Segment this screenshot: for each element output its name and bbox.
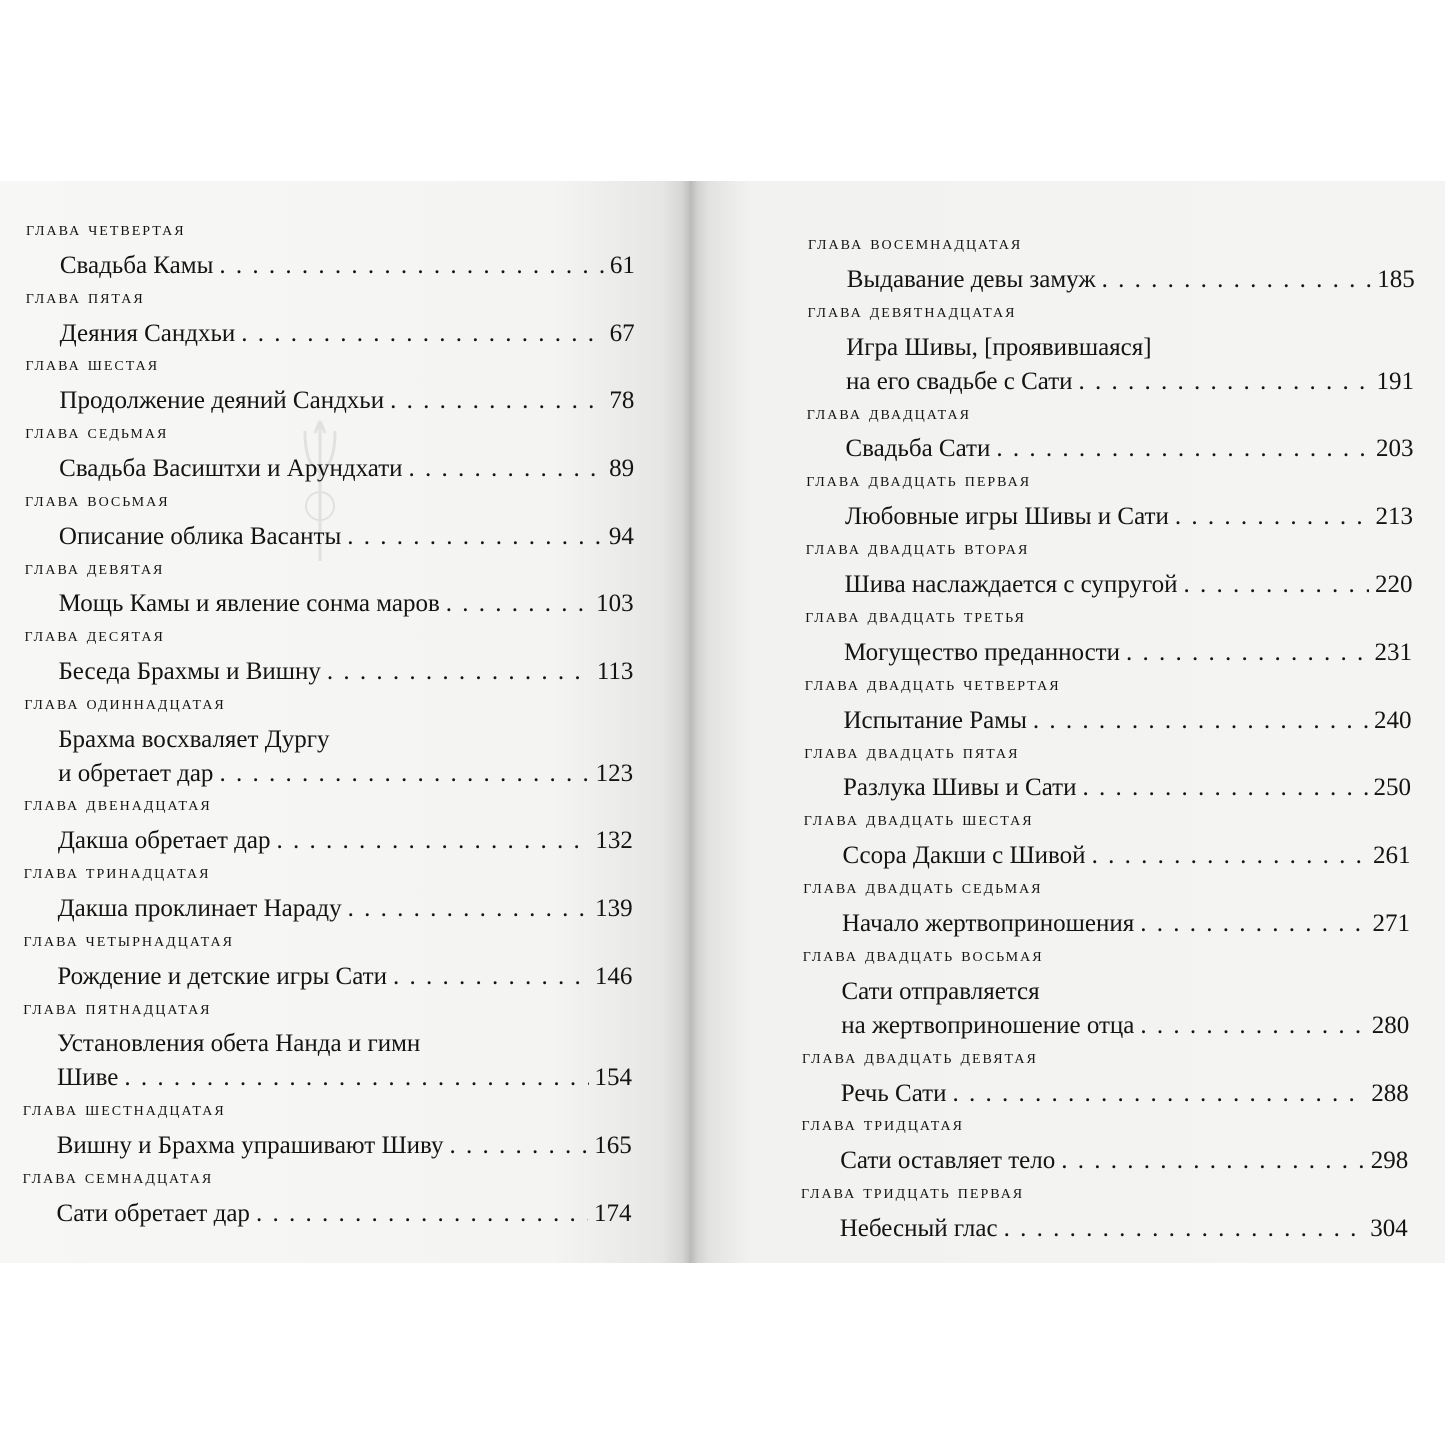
toc-entry bbox=[60, 252, 635, 280]
dot-leader bbox=[1184, 571, 1370, 599]
chapter-heading bbox=[24, 861, 211, 884]
chapter-heading bbox=[804, 808, 1034, 831]
toc-entry bbox=[842, 910, 1410, 938]
toc-entry-title: Шиве bbox=[57, 1064, 119, 1092]
toc-entry bbox=[59, 523, 634, 551]
toc-entry-page-number: 139 bbox=[595, 895, 633, 922]
toc-entry bbox=[59, 590, 634, 618]
chapter-heading bbox=[25, 624, 165, 647]
toc-entry-title: Игра Шивы, [проявившаяся] bbox=[846, 333, 1152, 361]
toc-entry bbox=[847, 266, 1415, 294]
toc-entry-page-number: 250 bbox=[1373, 774, 1411, 802]
toc-entry-page-number: 154 bbox=[594, 1064, 632, 1092]
toc-entry-page-number: 113 bbox=[596, 658, 634, 686]
toc-entry-page-number: 304 bbox=[1370, 1215, 1408, 1243]
toc-entry-page-number: 174 bbox=[594, 1199, 632, 1227]
chapter-heading bbox=[26, 286, 145, 309]
toc-entry-title: Небесный глас bbox=[839, 1215, 998, 1243]
toc-entry bbox=[845, 571, 1413, 599]
dot-leader bbox=[1102, 266, 1372, 294]
toc-entry-page-number: 271 bbox=[1372, 910, 1410, 937]
dot-leader bbox=[409, 455, 604, 483]
toc-entry bbox=[841, 1080, 1409, 1108]
toc-entry-page-number: 280 bbox=[1371, 1011, 1410, 1039]
right-page bbox=[690, 181, 1445, 1263]
dot-leader bbox=[347, 523, 603, 551]
dot-leader bbox=[1092, 842, 1367, 870]
chapter-heading-text: глава двадцать седьмая bbox=[803, 876, 1043, 899]
chapter-heading bbox=[801, 1181, 1024, 1204]
toc-entry bbox=[58, 658, 633, 686]
toc-entry-title: Начало жертвоприношения bbox=[842, 910, 1135, 937]
chapter-heading-text: глава девятая bbox=[24, 556, 165, 579]
chapter-heading-text: глава четырнадцатая bbox=[23, 928, 234, 951]
toc-entry bbox=[844, 639, 1412, 667]
toc-entry bbox=[57, 1132, 632, 1160]
dot-leader bbox=[1082, 774, 1367, 802]
toc-entry-title: Брахма восхваляет Дургу bbox=[58, 725, 330, 753]
toc-entry-page-number: 132 bbox=[595, 827, 633, 855]
dot-leader bbox=[1033, 707, 1368, 735]
toc-entry-title: Описание облика Васанты bbox=[58, 522, 342, 550]
chapter-heading-text: глава шестая bbox=[25, 353, 160, 376]
toc-entry-title: и обретает дар bbox=[58, 759, 214, 787]
toc-entry-page-number: 185 bbox=[1377, 265, 1415, 293]
toc-entry-title: Речь Сати bbox=[840, 1079, 947, 1107]
chapter-heading bbox=[23, 1098, 226, 1121]
chapter-heading bbox=[23, 929, 233, 952]
chapter-heading-text: глава седьмая bbox=[25, 421, 169, 444]
chapter-heading bbox=[23, 1166, 214, 1189]
toc-entry-title: Продолжение деяний Сандхьи bbox=[59, 387, 385, 415]
chapter-heading bbox=[806, 469, 1031, 492]
toc-entry bbox=[840, 1147, 1408, 1175]
dot-leader bbox=[450, 1132, 589, 1160]
chapter-heading-text: глава семнадцатая bbox=[22, 1165, 214, 1188]
dot-leader bbox=[1079, 368, 1371, 396]
chapter-heading-text: глава двадцать девятая bbox=[802, 1045, 1038, 1068]
dot-leader bbox=[124, 1064, 588, 1092]
chapter-heading bbox=[805, 605, 1026, 628]
toc-entry-title: Дакша проклинает Нараду bbox=[57, 895, 342, 922]
toc-entry bbox=[846, 435, 1414, 463]
chapter-heading-text: глава четвертая bbox=[26, 218, 186, 240]
dot-leader bbox=[1061, 1147, 1365, 1175]
toc-entry bbox=[58, 726, 633, 754]
toc-entry-page-number: 67 bbox=[609, 319, 635, 347]
toc-entry-title: Сати оставляет тело bbox=[840, 1147, 1056, 1175]
chapter-heading-text: глава двадцать восьмая bbox=[802, 943, 1044, 966]
toc-entry bbox=[846, 368, 1414, 396]
chapter-heading-text: глава тридцать первая bbox=[801, 1181, 1025, 1204]
toc-entry-page-number: 191 bbox=[1376, 367, 1414, 395]
toc-entry-page-number: 240 bbox=[1374, 706, 1412, 734]
toc-entry-title: на его свадьбе с Сати bbox=[846, 367, 1073, 395]
toc-entry bbox=[57, 1064, 632, 1092]
toc-entry-title: Установления обета Нанда и гимн bbox=[57, 1030, 421, 1058]
dot-leader bbox=[393, 963, 589, 991]
chapter-heading-text: глава двенадцатая bbox=[23, 793, 212, 816]
toc-entry-title: Свадьба Сати bbox=[845, 435, 991, 463]
chapter-heading-text: глава одиннадцатая bbox=[24, 691, 226, 714]
toc-entry-page-number: 298 bbox=[1370, 1147, 1409, 1175]
toc-entry bbox=[60, 320, 635, 348]
chapter-heading bbox=[25, 489, 170, 512]
toc-entry-page-number: 89 bbox=[609, 454, 635, 482]
chapter-heading-text: глава девятнадцатая bbox=[807, 299, 1017, 322]
chapter-heading bbox=[24, 793, 212, 816]
dot-leader bbox=[1175, 503, 1370, 531]
toc-entry-title: Деяния Сандхьи bbox=[59, 319, 236, 347]
toc-entry-title: на жертвоприношение отца bbox=[841, 1011, 1135, 1039]
dot-leader bbox=[996, 435, 1370, 463]
toc-entry bbox=[846, 334, 1414, 362]
chapter-heading bbox=[804, 741, 1019, 764]
dot-leader bbox=[348, 895, 590, 923]
chapter-heading bbox=[808, 300, 1017, 323]
left-page bbox=[0, 181, 690, 1263]
toc-entry-page-number: 94 bbox=[608, 522, 634, 550]
toc-entry-title: Рождение и детские игры Сати bbox=[57, 962, 387, 990]
toc-entry bbox=[58, 827, 633, 855]
chapter-heading bbox=[805, 673, 1061, 696]
dot-leader bbox=[1126, 639, 1369, 667]
toc-entry-title: Дакша обретает дар bbox=[57, 827, 271, 855]
toc-entry-title: Ссора Дакши с Шивой bbox=[842, 842, 1086, 870]
chapter-heading bbox=[25, 557, 165, 580]
toc-entry bbox=[59, 455, 634, 483]
dot-leader bbox=[446, 590, 590, 618]
toc-entry-page-number: 146 bbox=[594, 962, 633, 990]
toc-entry-page-number: 61 bbox=[609, 251, 635, 279]
toc-entry bbox=[845, 503, 1413, 531]
toc-entry-title: Испытание Рамы bbox=[843, 706, 1027, 734]
chapter-heading-text: глава двадцать третья bbox=[805, 604, 1026, 627]
toc-entry-title: Свадьба Васиштхи и Арундхати bbox=[59, 454, 403, 482]
toc-entry-title: Любовные игры Шивы и Сати bbox=[845, 503, 1169, 531]
toc-entry-title: Разлука Шивы и Сати bbox=[843, 774, 1077, 802]
chapter-heading bbox=[24, 692, 225, 715]
toc-entry-page-number: 103 bbox=[596, 590, 634, 618]
toc-entry bbox=[842, 978, 1410, 1006]
chapter-heading-text: глава двадцать первая bbox=[806, 469, 1032, 492]
toc-entry-title: Шива наслаждается с супругой bbox=[844, 571, 1178, 598]
toc-entry-page-number: 165 bbox=[594, 1131, 632, 1159]
chapter-heading bbox=[802, 1046, 1038, 1069]
dot-leader bbox=[390, 387, 603, 415]
toc-entry-page-number: 220 bbox=[1375, 571, 1413, 598]
dot-leader bbox=[952, 1080, 1365, 1108]
chapter-heading bbox=[26, 353, 160, 376]
dot-leader bbox=[276, 827, 589, 855]
toc-entry bbox=[57, 1030, 632, 1058]
toc-entry-page-number: 203 bbox=[1376, 435, 1414, 463]
chapter-heading-text: глава двадцать вторая bbox=[805, 537, 1030, 560]
toc-entry bbox=[843, 842, 1411, 870]
chapter-heading-text: глава двадцать четвертая bbox=[804, 672, 1061, 695]
dot-leader bbox=[241, 320, 603, 348]
toc-entry-title: Мощь Камы и явление сонма маров bbox=[58, 590, 440, 618]
book-spread bbox=[0, 181, 1445, 1263]
toc-entry bbox=[58, 760, 633, 788]
toc-entry bbox=[843, 774, 1411, 802]
chapter-heading-text: глава восемнадцатая bbox=[808, 232, 1023, 254]
chapter-heading bbox=[25, 421, 168, 444]
toc-entry-page-number: 213 bbox=[1375, 503, 1413, 531]
toc-entry-page-number: 288 bbox=[1371, 1079, 1409, 1107]
chapter-heading bbox=[802, 1113, 965, 1136]
toc-entry-page-number: 231 bbox=[1374, 638, 1412, 666]
chapter-heading bbox=[808, 232, 1022, 255]
chapter-heading-text: глава двадцатая bbox=[806, 401, 971, 424]
dot-leader bbox=[1004, 1215, 1365, 1243]
toc-entry-title: Беседа Брахмы и Вишну bbox=[58, 658, 321, 686]
toc-entry-title: Сати обретает дар bbox=[56, 1199, 250, 1227]
toc-entry bbox=[58, 895, 633, 923]
chapter-heading bbox=[807, 402, 971, 425]
chapter-heading-text: глава десятая bbox=[24, 624, 165, 647]
dot-leader bbox=[256, 1200, 588, 1228]
chapter-heading-text: глава восьмая bbox=[25, 488, 170, 511]
toc-entry bbox=[57, 963, 632, 991]
toc-entry bbox=[840, 1215, 1408, 1243]
toc-entry bbox=[57, 1200, 632, 1228]
dot-leader bbox=[219, 252, 604, 280]
toc-entry-title: Вишну и Брахма упрашивают Шиву bbox=[56, 1131, 444, 1159]
toc-entry-page-number: 261 bbox=[1373, 842, 1411, 870]
chapter-heading-text: глава тридцатая bbox=[801, 1113, 965, 1136]
toc-entry-title: Могущество преданности bbox=[844, 638, 1120, 666]
book-gutter bbox=[682, 181, 698, 1263]
dot-leader bbox=[219, 760, 589, 788]
toc-entry bbox=[59, 387, 634, 415]
dot-leader bbox=[327, 658, 591, 686]
toc-entry-page-number: 123 bbox=[595, 759, 634, 787]
chapter-heading-text: глава двадцать пятая bbox=[804, 740, 1020, 763]
chapter-heading-text: глава шестнадцатая bbox=[22, 1098, 226, 1121]
chapter-heading bbox=[803, 944, 1044, 967]
dot-leader bbox=[1140, 1012, 1365, 1040]
chapter-heading-text: глава тринадцатая bbox=[23, 861, 211, 884]
chapter-heading bbox=[23, 997, 211, 1020]
toc-entry-title: Сати отправляется bbox=[841, 977, 1040, 1005]
toc-entry-page-number: 78 bbox=[609, 387, 635, 415]
chapter-heading-text: глава двадцать шестая bbox=[803, 808, 1034, 831]
chapter-heading bbox=[26, 218, 186, 241]
toc-entry bbox=[841, 1012, 1409, 1040]
dot-leader bbox=[1140, 910, 1366, 938]
toc-entry bbox=[844, 707, 1412, 735]
chapter-heading bbox=[803, 876, 1042, 899]
chapter-heading-text: глава пятнадцатая bbox=[23, 996, 212, 1019]
toc-entry-title: Свадьба Камы bbox=[59, 251, 214, 279]
chapter-heading-text: глава пятая bbox=[25, 285, 145, 308]
toc-entry-title: Выдавание девы замуж bbox=[846, 265, 1096, 293]
chapter-heading bbox=[806, 537, 1030, 560]
